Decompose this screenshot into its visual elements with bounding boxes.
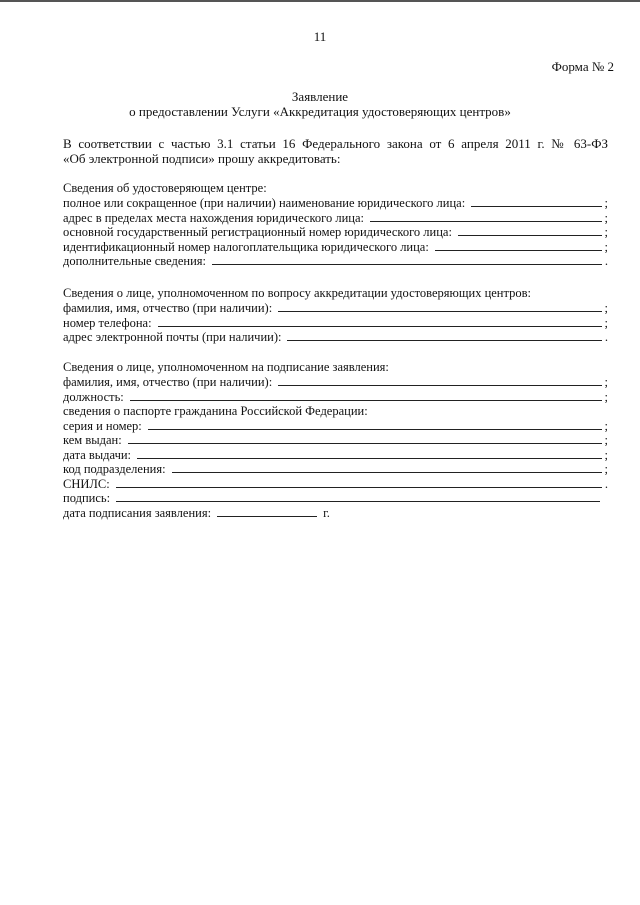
field-label: серия и номер: (63, 418, 142, 433)
field-end-punct: ; (604, 462, 608, 476)
field-row-passport-date (63, 447, 608, 462)
field-blank-line[interactable] (128, 443, 602, 444)
field-end-punct: . (604, 254, 608, 268)
field-label: должность: (63, 389, 124, 404)
field-end-punct: ; (604, 225, 608, 239)
field-label: код подразделения: (63, 462, 166, 476)
field-end-punct: ; (604, 196, 608, 210)
field-row-passport-issuer (63, 433, 608, 448)
title-line-2: о предоставлении Услуги «Аккредитация удостоверяющих центров» (129, 104, 511, 119)
field-blank-line[interactable] (471, 206, 601, 207)
page-top-border (0, 0, 640, 2)
title-line-1: Заявление (291, 89, 349, 104)
field-row-ca-name (63, 196, 608, 211)
field-end-punct: ; (604, 418, 608, 433)
year-suffix: г. (323, 505, 330, 520)
field-label: СНИЛС: (63, 476, 110, 491)
field-label: основной государственный регистрационный номер юридического лица: (63, 225, 452, 239)
field-label: дата выдачи: (63, 447, 132, 462)
field-blank-line[interactable] (130, 400, 602, 401)
field-blank-line[interactable] (287, 340, 601, 341)
field-row-passport-series (63, 418, 608, 433)
field-row-passport-code (63, 462, 608, 477)
intro-line-1: В соответствии с частью 3.1 статьи 16 Федерального закона от 6 апреля 2011 г. № 63-ФЗ (63, 136, 608, 151)
field-blank-line[interactable] (458, 235, 602, 236)
field-row-sign-date (63, 505, 608, 520)
field-label: адрес электронной почты (при наличии): (63, 330, 282, 344)
field-label: идентификационный номер налогоплательщика юридического лица: (63, 239, 429, 254)
field-blank-line[interactable] (148, 429, 602, 430)
field-blank-line[interactable] (212, 264, 602, 265)
field-end-punct: ; (604, 389, 608, 404)
field-end-punct: ; (604, 239, 608, 254)
page-number: 11 (313, 29, 327, 44)
section-heading: Сведения о лице, уполномоченном по вопросу аккредитации удостоверяющих центров: (63, 286, 531, 300)
form-number: Форма № 2 (551, 59, 614, 74)
field-end-punct: . (604, 330, 608, 344)
section-signing-person (63, 360, 608, 520)
sign-date-blank-line[interactable] (217, 516, 317, 517)
field-end-punct: ; (604, 301, 608, 315)
field-row-contact-phone (63, 315, 608, 330)
field-label: подпись: (63, 491, 111, 505)
intro-line-2: «Об электронной подписи» прошу аккредитовать: (63, 151, 341, 166)
field-row-contact-email (63, 330, 608, 345)
field-blank-line[interactable] (137, 458, 601, 459)
field-blank-line[interactable] (172, 472, 602, 473)
field-label: кем выдан: (63, 433, 122, 447)
passport-heading: сведения о паспорте гражданина Российской Федерации: (63, 403, 368, 418)
field-row-snils (63, 476, 608, 491)
field-blank-line[interactable] (158, 326, 602, 327)
field-end-punct: ; (604, 210, 608, 225)
field-row-signer-position (63, 389, 608, 404)
field-end-punct: ; (604, 447, 608, 462)
field-end-punct: ; (604, 375, 608, 389)
section-heading: Сведения о лице, уполномоченном на подписание заявления: (63, 360, 389, 374)
field-end-punct: ; (604, 433, 608, 447)
section-ca-info (63, 181, 608, 268)
field-blank-line[interactable] (370, 221, 602, 222)
section-heading: Сведения об удостоверяющем центре: (63, 181, 267, 195)
field-label: дата подписания заявления: (63, 505, 212, 520)
field-blank-line[interactable] (435, 250, 602, 251)
field-row-signer-name (63, 375, 608, 390)
section-accreditation-person (63, 286, 608, 344)
field-end-punct: . (604, 476, 608, 491)
field-row-ca-ogrn (63, 225, 608, 240)
field-blank-line[interactable] (278, 385, 601, 386)
field-row-ca-address (63, 210, 608, 225)
field-row-contact-name (63, 301, 608, 316)
field-blank-line[interactable] (116, 487, 602, 488)
field-row-signature (63, 491, 608, 506)
intro-paragraph (63, 136, 608, 166)
field-row-ca-inn (63, 239, 608, 254)
field-label: адрес в пределах места нахождения юридического лица: (63, 210, 365, 225)
field-row-ca-extra (63, 254, 608, 269)
field-label: дополнительные сведения: (63, 254, 206, 268)
field-label: полное или сокращенное (при наличии) наименование юридического лица: (63, 196, 466, 210)
field-end-punct: ; (604, 315, 608, 330)
field-label: фамилия, имя, отчество (при наличии): (63, 375, 273, 389)
field-label: фамилия, имя, отчество (при наличии): (63, 301, 273, 315)
signature-blank-line[interactable] (116, 501, 600, 502)
document-title (0, 89, 640, 119)
field-blank-line[interactable] (278, 311, 601, 312)
field-label: номер телефона: (63, 315, 152, 330)
